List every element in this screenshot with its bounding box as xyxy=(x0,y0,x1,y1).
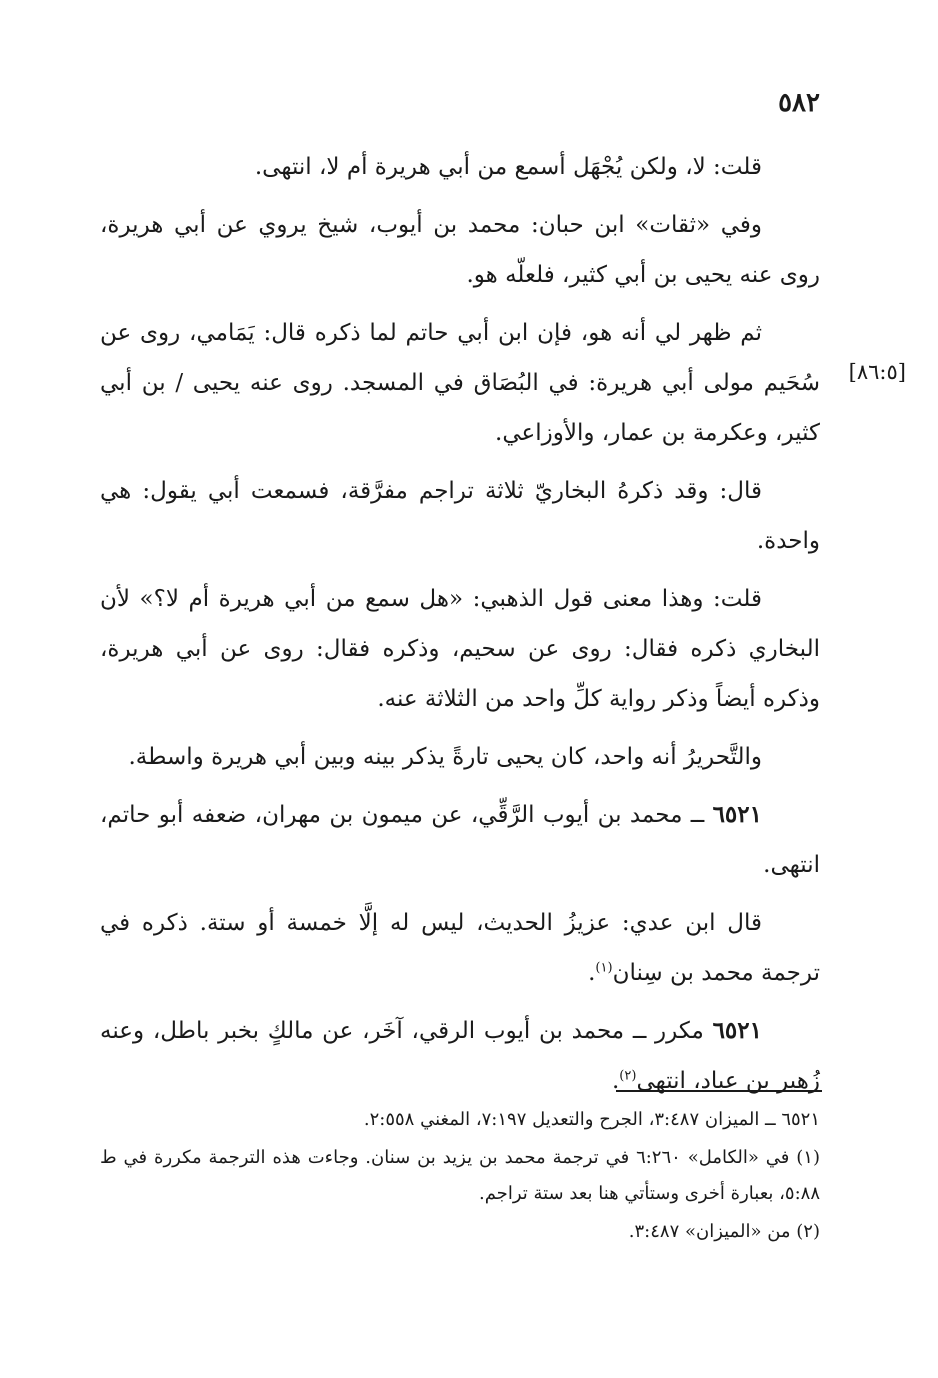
paragraph-3: ثم ظهر لي أنه هو، فإن ابن أبي حاتم لما ذكره قال: يَمَامي، روى عن سُحَيم مولى أبي هريرة: في البُصَاق في المسجد. روى عنه يحيى / بن أبي كثير، وعكرمة بن عمار، والأوزاعي. xyxy=(100,320,821,446)
paragraph-8: قال ابن عدي: عزيزُ الحديث، ليس له إلَّا خمسة أو ستة. ذكره في ترجمة محمد بن سِنان$^{(١)}$. xyxy=(100,910,820,986)
footnote-separator xyxy=(616,1090,822,1092)
paragraph-6: والتَّحريرُ أنه واحد، كان يحيى تارةً يذكر بينه وبين أبي هريرة واسطة. xyxy=(128,744,762,770)
entry-6521-repeat: ٦٥٢١ مكرر ــ محمد بن أيوب الرقي، آخَر، عن مالكٍ بخبر باطل، وعنه زُهير بن عباد، انتهى$^{(٢)}$. xyxy=(100,1017,820,1094)
footnote-2: (٢) من «الميزان» ٣:٤٨٧. xyxy=(628,1221,820,1242)
paragraph-4: قال: وقد ذكرهُ البخاريّ ثلاثة تراجم مفرَّقة، فسمعت أبي يقول: هي واحدة. xyxy=(100,478,820,554)
page-number: ٥٨٢ xyxy=(778,88,820,118)
entry-number: ٦٥٢١ xyxy=(712,1017,762,1044)
footnotes xyxy=(100,1102,820,1252)
entry-6521: ٦٥٢١ ــ محمد بن أيوب الرَّقِّي، عن ميمون بن مهران، ضعفه أبو حاتم، انتهى. xyxy=(100,801,820,878)
paragraph-1: قلت: لا، ولكن يُجْهَل أسمع من أبي هريرة أم لا، انتهى. xyxy=(254,154,762,180)
main-text xyxy=(100,142,820,1114)
margin-reference: [٨٦:٥] xyxy=(848,360,906,384)
footnote-ref-1[interactable]: (١) xyxy=(595,960,613,976)
footnote-source: ٦٥٢١ ــ الميزان ٣:٤٨٧، الجرح والتعديل ٧:١٩٧، المغني ٢:٥٥٨. xyxy=(363,1109,820,1130)
paragraph-5: قلت: وهذا معنى قول الذهبي: «هل سمع من أبي هريرة أم لا؟» لأن البخاري ذكره فقال: روى عن سحيم، وذكره فقال: روى عن أبي هريرة، وذكره أيضاً وذكر رواية كلِّ واحد من الثلاثة عنه. xyxy=(100,586,820,712)
entry-number: ٦٥٢١ xyxy=(712,801,762,828)
paragraph-2: وفي «ثقات» ابن حبان: محمد بن أيوب، شيخ يروي عن أبي هريرة، روى عنه يحيى بن أبي كثير، فلعلّه هو. xyxy=(100,212,820,288)
footnote-1: (١) في «الكامل» ٦:٢٦٠ في ترجمة محمد بن يزيد بن سنان. وجاءت هذه الترجمة مكررة في ط ٥:٨٨، بعبارة أخرى وستأتي هنا بعد ستة تراجم. xyxy=(100,1147,820,1204)
footnote-ref-2[interactable]: (٢) xyxy=(619,1068,637,1084)
